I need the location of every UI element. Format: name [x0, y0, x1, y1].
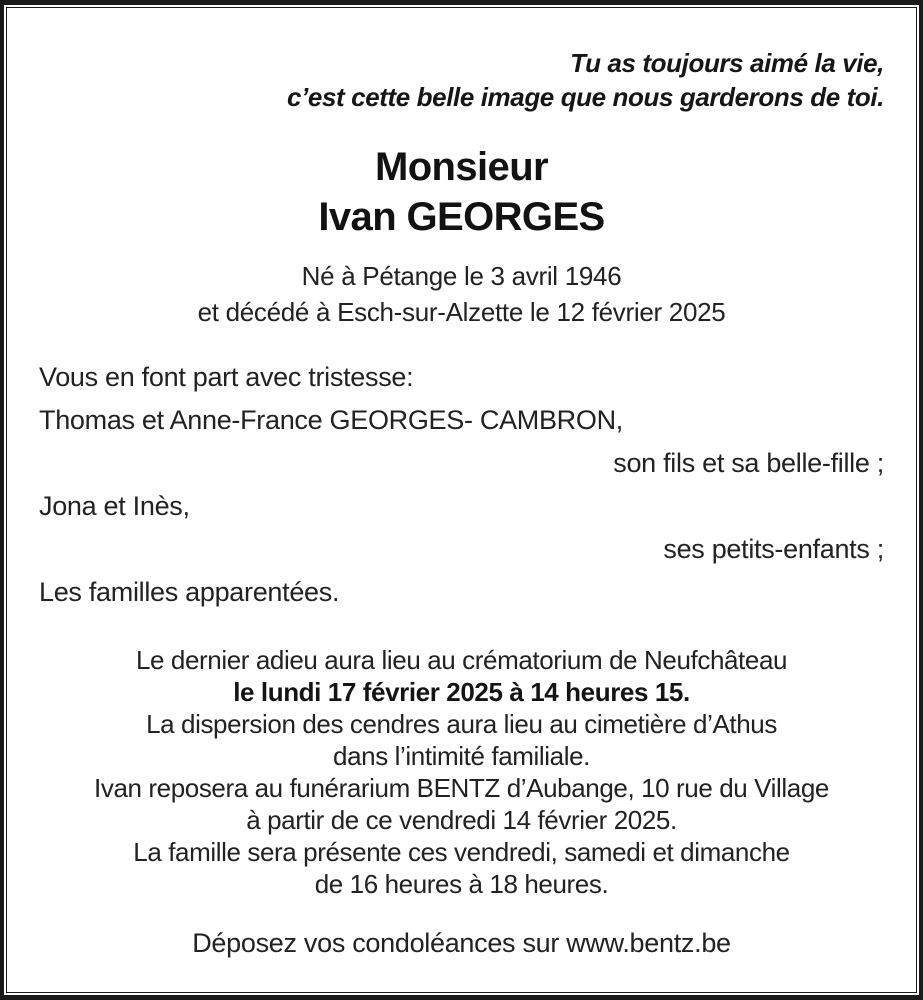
relative-names: Jona et Inès, — [39, 491, 190, 521]
ceremony-details — [39, 644, 884, 900]
ceremony-line: La dispersion des cendres aura lieu au cimetière d’Athus — [146, 709, 777, 739]
ceremony-line: Ivan reposera au funérarium BENTZ d’Aubange, 10 rue du Village — [94, 773, 829, 803]
ceremony-line: à partir de ce vendredi 14 février 2025. — [246, 805, 677, 835]
ceremony-line: de 16 heures à 18 heures. — [314, 869, 609, 899]
deceased-name: Ivan GEORGES — [318, 195, 605, 239]
notice-inner-frame — [6, 7, 917, 993]
life-dates — [39, 258, 884, 330]
announcement-intro: Vous en font part avec tristesse: — [39, 362, 414, 392]
ceremony-line: dans l’intimité familiale. — [333, 741, 590, 771]
relative-names: Thomas et Anne-France GEORGES- CAMBRON, — [39, 405, 623, 435]
salutation: Monsieur — [375, 145, 548, 189]
ceremony-date-line: le lundi 17 février 2025 à 14 heures 15. — [233, 677, 690, 707]
epigraph — [39, 46, 884, 114]
family-closing: Les familles apparentées. — [39, 577, 340, 607]
condolences-line: Déposez vos condoléances sur www.bentz.be — [192, 928, 731, 958]
deceased-title — [39, 142, 884, 242]
ceremony-line: Le dernier adieu aura lieu au crématorium de Neufchâteau — [135, 645, 788, 675]
death-line: et décédé à Esch-sur-Alzette le 12 février 2025 — [197, 297, 726, 327]
relative-relation: son fils et sa belle-fille ; — [613, 448, 884, 478]
family-announcement — [39, 356, 884, 614]
relative-relation: ses petits-enfants ; — [663, 534, 884, 564]
birth-line: Né à Pétange le 3 avril 1946 — [301, 261, 622, 291]
epigraph-line-2: c’est cette belle image que nous garderons de toi. — [287, 82, 884, 112]
epigraph-line-1: Tu as toujours aimé la vie, — [570, 48, 884, 78]
ceremony-line: La famille sera présente ces vendredi, samedi et dimanche — [133, 837, 790, 867]
